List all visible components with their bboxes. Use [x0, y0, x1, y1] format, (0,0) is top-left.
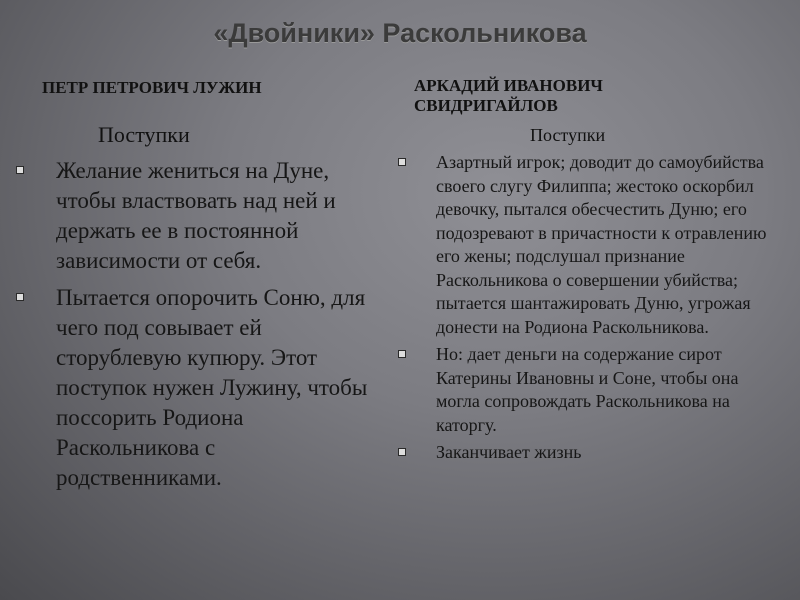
- square-bullet-icon: [16, 166, 24, 174]
- luzhin-subhead: Поступки: [98, 122, 190, 147]
- list-item-text: Азартный игрок; доводит до самоубийства своего слугу Филиппа; жестоко оскорбил девочку, пытался обесчестить Дуню; его подозревают в причастности к отравлению его жены; подслушал признание Раскольникова о совершении убийства; пытается шантажировать Дуню, угрожая донести на Родиона Раскольникова.: [436, 152, 767, 337]
- luzhin-actions-list: [56, 156, 374, 500]
- list-item-text: Заканчивает жизнь: [436, 442, 582, 462]
- svidrigailov-subhead: Поступки: [530, 125, 606, 145]
- square-bullet-icon: [16, 293, 24, 301]
- svidrigailov-header: АРКАДИЙ ИВАНОВИЧ СВИДРИГАЙЛОВ: [414, 76, 603, 115]
- list-item: [436, 441, 782, 465]
- square-bullet-icon: [398, 350, 406, 358]
- square-bullet-icon: [398, 448, 406, 456]
- list-item: [436, 343, 782, 437]
- list-item: [436, 151, 782, 339]
- list-item-text: Но: дает деньги на содержание сирот Катерины Ивановны и Соне, чтобы она могла сопровождать Раскольникова на каторгу.: [436, 344, 739, 435]
- svidrigailov-actions-list: [436, 151, 782, 469]
- luzhin-header: ПЕТР ПЕТРОВИЧ ЛУЖИН: [42, 78, 262, 97]
- list-item: [56, 156, 374, 276]
- list-item: [56, 283, 374, 493]
- square-bullet-icon: [398, 158, 406, 166]
- list-item-text: Желание жениться на Дуне, чтобы властвовать над ней и держать ее в постоянной зависимости от себя.: [56, 158, 336, 273]
- list-item-text: Пытается опорочить Соню, для чего под совывает ей сторублевую купюру. Этот поступок нужен Лужину, чтобы поссорить Родиона Раскольникова с родственниками.: [56, 285, 368, 490]
- slide-title: «Двойники» Раскольникова: [213, 18, 587, 48]
